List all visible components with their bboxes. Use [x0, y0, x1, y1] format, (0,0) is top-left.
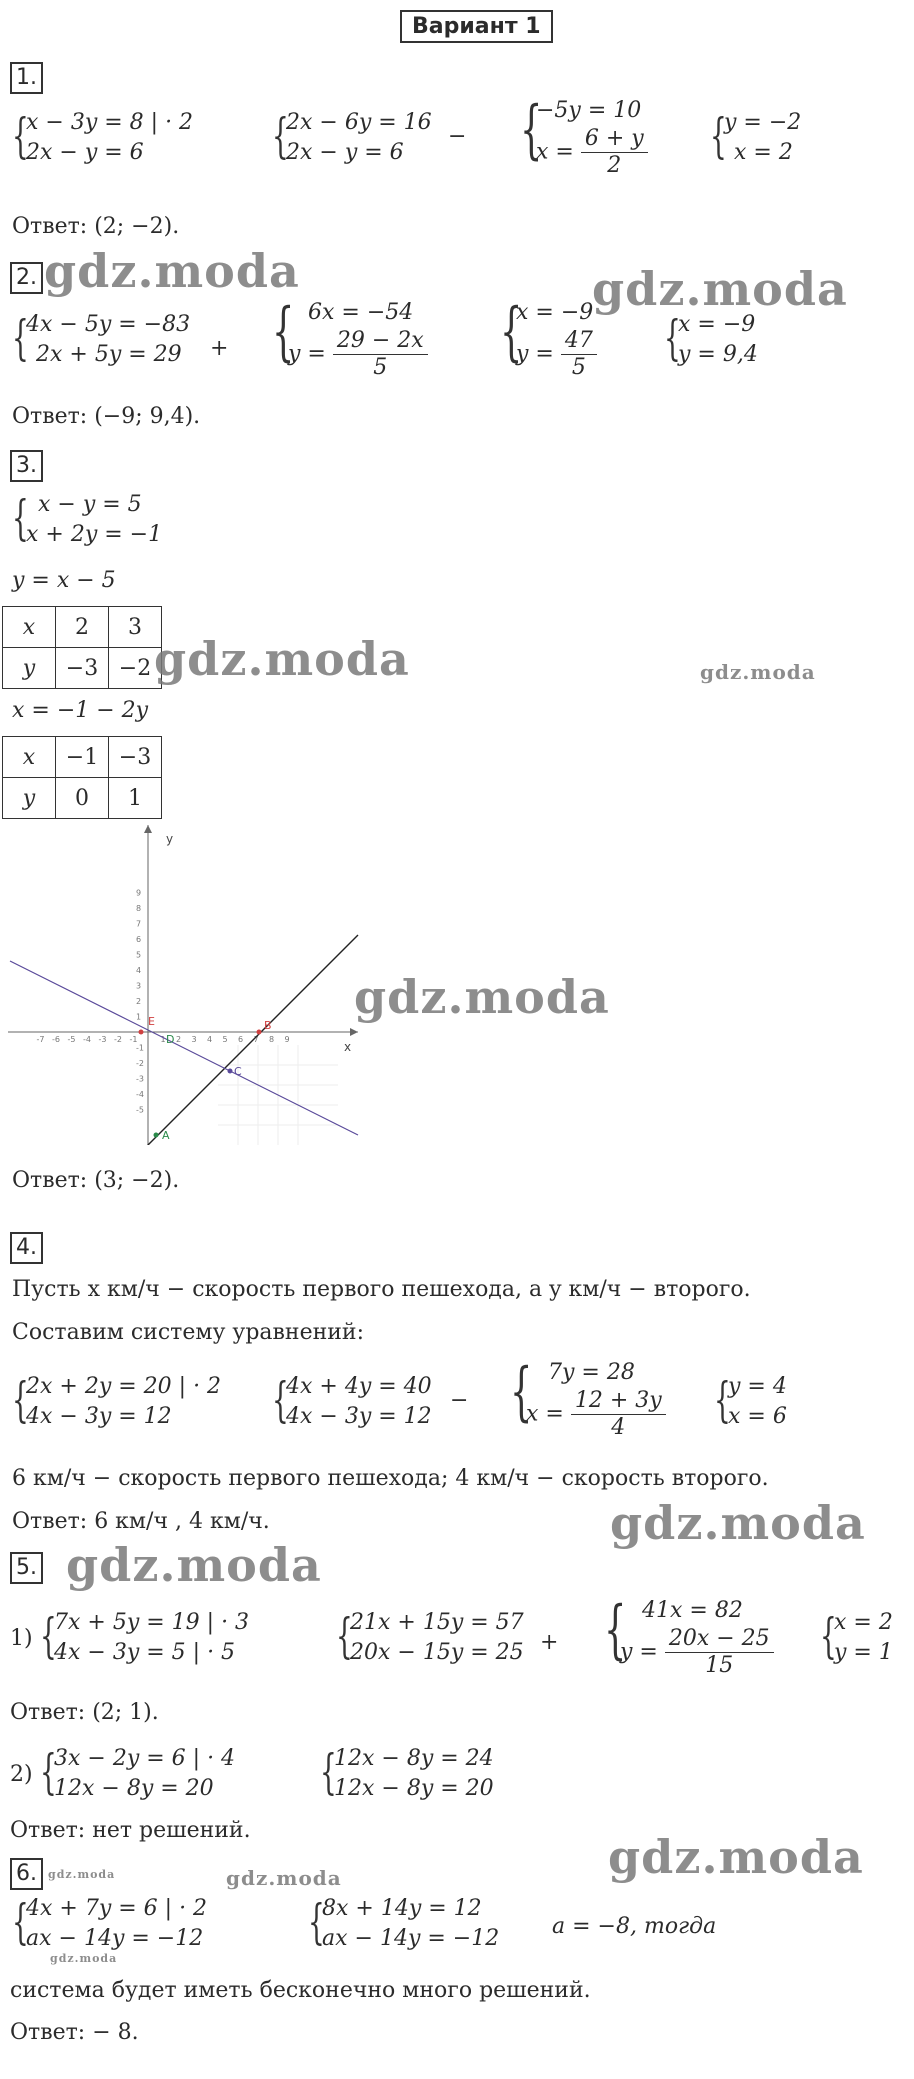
point-a [154, 1133, 159, 1138]
task-6-number: 6. [10, 1858, 43, 1890]
watermark: gdz.moda [48, 1868, 116, 1881]
y-tick-label: -3 [136, 1074, 144, 1084]
task-1-system-2: { 2x − 6y = 16 2x − y = 6 [272, 108, 432, 165]
x-axis-label: x [344, 1040, 352, 1054]
watermark: gdz.moda [610, 1496, 866, 1550]
variant-title: Вариант 1 [400, 10, 553, 43]
task-5-part-1-system-3: { 41x = 82 y = $\frac{20x - 25}{15}$ [604, 1596, 774, 1679]
point-c [228, 1069, 233, 1074]
watermark: gdz.moda [154, 632, 410, 686]
y-tick-label: 1 [136, 1012, 142, 1022]
task-1-system-4: { y = −2 x = 2 [710, 108, 802, 165]
task-4-text-2: Составим систему уравнений: [12, 1320, 364, 1345]
task-4-text-1: Пусть x км/ч − скорость первого пешехода, а y км/ч − второго. [12, 1277, 751, 1302]
watermark: gdz.moda [66, 1538, 322, 1592]
task-3-number: 3. [10, 450, 43, 482]
task-1-system-3: { −5y = 10 x = $\frac{6 + y}{2}$ [520, 96, 648, 179]
task-4-minus: − [450, 1388, 469, 1413]
task-2-number: 2. [10, 262, 43, 294]
y-tick-label: 6 [136, 935, 142, 944]
x-tick-label: -7 [36, 1035, 45, 1044]
y-tick-label: -1 [136, 1043, 144, 1053]
point-e-label: E [148, 1015, 155, 1028]
x-tick-label: 5 [222, 1035, 228, 1044]
y-tick-label: 2 [136, 997, 142, 1006]
task-1-answer: Ответ: (2; −2). [12, 214, 180, 239]
x-tick-label: 4 [207, 1035, 213, 1044]
task-3-line-1: y = x − 5 [12, 568, 116, 593]
task-3-table-1: x 2 3 y −3 −2 [2, 606, 162, 689]
task-5-part-1-system-1: { 7x + 5y = 19 | · 3 4x − 3y = 5 | · 5 [40, 1608, 250, 1665]
y-tick-label: 5 [136, 950, 142, 960]
watermark: gdz.moda [44, 244, 300, 298]
point-d-label: D [166, 1033, 175, 1046]
task-2-system-1: { 4x − 5y = −83 2x + 5y = 29 [12, 310, 191, 367]
y-tick-label: 4 [136, 966, 142, 975]
task-6-system-1: { 4x + 7y = 6 | · 2 ax − 14y = −12 [12, 1894, 208, 1951]
x-tick-label: -2 [114, 1035, 122, 1044]
task-2-system-2: { 6x = −54 y = $\frac{29 - 2x}{5}$ [272, 298, 428, 381]
watermark: gdz.moda [50, 1952, 118, 1965]
task-4-number: 4. [10, 1232, 43, 1264]
x-tick-label: 6 [238, 1035, 244, 1044]
task-1-system-1: { x − 3y = 8 | · 2 2x − y = 6 [12, 108, 194, 165]
task-4-answer: Ответ: 6 км/ч , 4 км/ч. [12, 1509, 270, 1534]
task-5-part-2-system-1: { 3x − 2y = 6 | · 4 12x − 8y = 20 [40, 1744, 236, 1801]
task-6-text: система будет иметь бесконечно много решений. [10, 1978, 591, 2003]
point-b [257, 1030, 262, 1035]
task-2-system-4: { x = −9 y = 9,4 [664, 310, 758, 367]
y-tick-label: -2 [136, 1059, 144, 1068]
task-5-number: 5. [10, 1552, 43, 1584]
task-4-system-2: { 4x + 4y = 40 4x − 3y = 12 [272, 1372, 432, 1429]
x-tick-label: -1 [129, 1035, 138, 1044]
x-tick-label: 1 [160, 1035, 166, 1044]
task-3-answer: Ответ: (3; −2). [12, 1168, 180, 1193]
x-tick-label: -3 [98, 1035, 107, 1044]
point-e [139, 1030, 144, 1035]
x-tick-label: 9 [284, 1035, 290, 1044]
task-5-part-1-plus: + [540, 1630, 559, 1655]
y-axis-label: y [166, 832, 174, 846]
task-4-text-3: 6 км/ч − скорость первого пешехода; 4 км/ч − скорость второго. [12, 1466, 769, 1491]
task-5-part-1-label: 1) [10, 1626, 33, 1651]
task-6-system-2: { 8x + 14y = 12 ax − 14y = −12 [308, 1894, 500, 1951]
task-6-note: a = −8, тогда [552, 1914, 717, 1939]
y-tick-label: 9 [136, 888, 142, 898]
task-2-answer: Ответ: (−9; 9,4). [12, 404, 201, 429]
task-6-answer: Ответ: − 8. [10, 2020, 139, 2045]
y-tick-label: 7 [136, 919, 142, 929]
x-tick-label: 7 [253, 1035, 259, 1044]
watermark: gdz.moda [592, 262, 848, 316]
task-4-system-1: { 2x + 2y = 20 | · 2 4x − 3y = 12 [12, 1372, 222, 1429]
task-5-part-1-system-2: { 21x + 15y = 57 20x − 15y = 25 [336, 1608, 524, 1665]
task-2-system-3: { x = −9 y = $\frac{47}{5}$ [500, 298, 597, 381]
y-tick-label: 3 [136, 981, 142, 991]
point-c-label: C [234, 1065, 242, 1078]
task-3-system: { x − y = 5 x + 2y = −1 [12, 490, 163, 547]
x-axis-arrow [350, 1028, 358, 1036]
task-1-number: 1. [10, 62, 43, 94]
y-axis-arrow [144, 825, 152, 833]
point-b-label: B [264, 1019, 272, 1032]
task-5-part-1-system-4: { x = 2 y = 1 [820, 1608, 893, 1665]
task-5-part-2-system-2: { 12x − 8y = 24 12x − 8y = 20 [320, 1744, 494, 1801]
watermark: gdz.moda [700, 660, 816, 684]
x-tick-label: 2 [176, 1035, 182, 1044]
task-4-system-4: { y = 4 x = 6 [714, 1372, 787, 1429]
watermark: gdz.moda [226, 1866, 342, 1890]
point-a-label: A [162, 1129, 170, 1142]
task-5-part-2-answer: Ответ: нет решений. [10, 1818, 251, 1843]
task-5-part-1-answer: Ответ: (2; 1). [10, 1700, 159, 1725]
x-tick-label: -6 [52, 1035, 60, 1044]
task-1-minus: − [448, 124, 467, 149]
x-tick-label: 3 [191, 1035, 197, 1044]
y-tick-label: 8 [136, 904, 142, 913]
watermark: gdz.moda [354, 970, 610, 1024]
x-tick-label: -5 [67, 1035, 76, 1044]
watermark: gdz.moda [608, 1830, 864, 1884]
x-tick-label: -4 [83, 1035, 91, 1044]
y-tick-label: -4 [136, 1090, 144, 1099]
task-2-plus: + [210, 336, 229, 361]
task-4-system-3: { 7y = 28 x = $\frac{12 + 3y}{4}$ [510, 1358, 666, 1441]
task-5-part-2-label: 2) [10, 1762, 33, 1787]
task-3-graph [8, 825, 363, 1145]
y-tick-label: -5 [136, 1105, 144, 1115]
x-tick-label: 8 [269, 1035, 275, 1044]
task-3-line-2: x = −1 − 2y [12, 698, 149, 723]
task-3-table-2: x −1 −3 y 0 1 [2, 736, 162, 819]
